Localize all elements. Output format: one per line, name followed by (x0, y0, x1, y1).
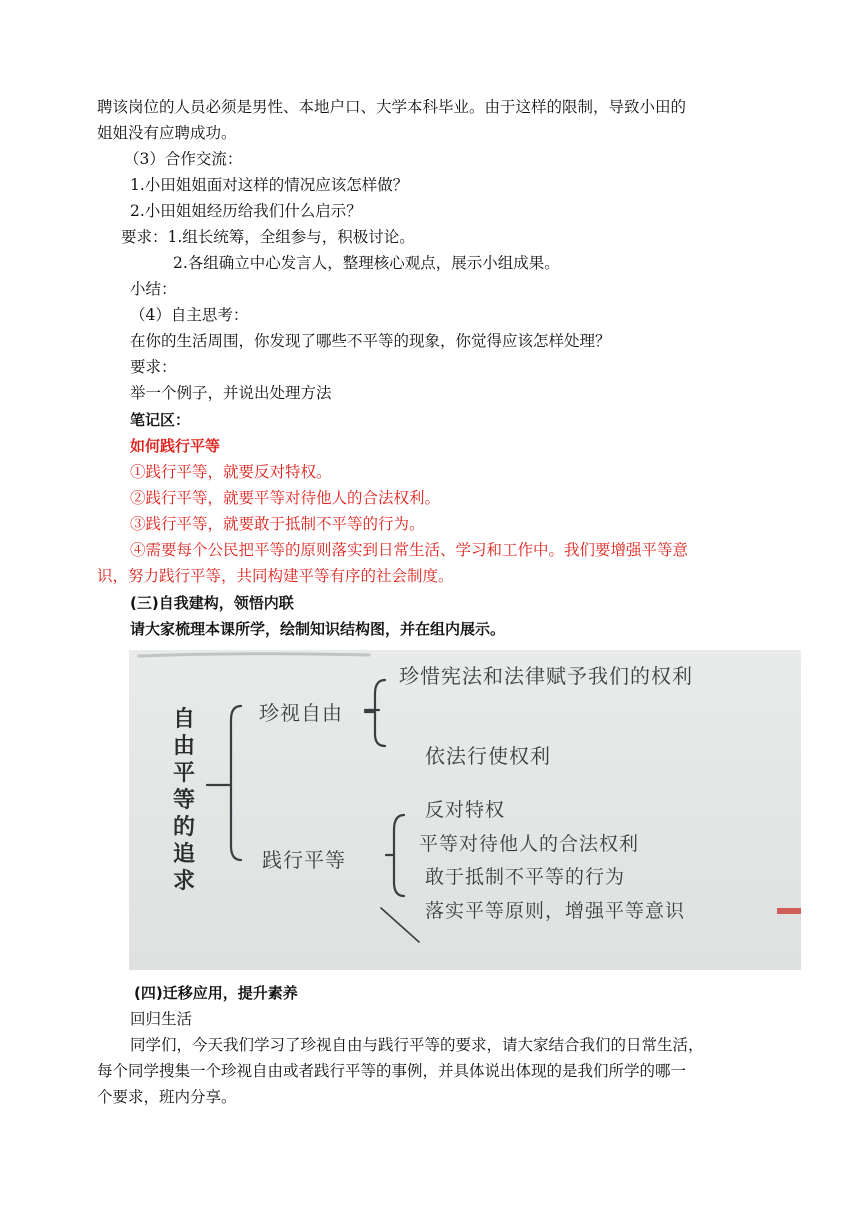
notes-item: ④需要每个公民把平等的原则落实到日常生活、学习和工作中。我们要增强平等意 (130, 541, 689, 559)
paragraph-line: 举一个例子，并说出处理方法 (130, 384, 332, 402)
diagram-leaf: 依法行使权利 (425, 744, 551, 768)
summary-label: 小结： (130, 280, 177, 298)
diagram-leaf: 珍惜宪法和法律赋予我们的权利 (399, 664, 693, 688)
diagram-leaf: 反对特权 (425, 799, 506, 821)
subsection-heading: （4）自主思考： (130, 306, 249, 324)
diagram-root: 自由平等的追求 (173, 707, 196, 894)
paragraph-line: 每个同学搜集一个珍视自由或者践行平等的事例，并具体说出体现的是我们所学的哪一 (97, 1062, 687, 1080)
discussion-question: 2.小田姐姐经历给我们什么启示？ (130, 202, 362, 220)
requirement-line: 要求：1.组长统筹，全组参与，积极讨论。 (121, 228, 415, 246)
diagram-leaf: 落实平等原则，增强平等意识 (425, 900, 686, 922)
diagram-branch-freedom: 珍视自由 (259, 701, 343, 725)
requirement-label: 要求： (130, 358, 177, 376)
diagram-leaf: 平等对待他人的合法权利 (419, 833, 640, 855)
section-heading: (三)自我建构，领悟内联 (130, 594, 294, 612)
notes-item: ③践行平等，就要敢于抵制不平等的行为。 (130, 515, 425, 533)
section-instruction: 请大家梳理本课所学，绘制知识结构图，并在组内展示。 (130, 620, 506, 638)
paragraph-line: 姐姐没有应聘成功。 (97, 124, 237, 142)
notes-item: ①践行平等，就要反对特权。 (130, 463, 332, 481)
discussion-question: 1.小田姐姐面对这样的情况应该怎样做？ (130, 176, 409, 194)
subsection-label: 回归生活 (130, 1010, 193, 1028)
requirement-line: 2.各组确立中心发言人，整理核心观点，展示小组成果。 (173, 254, 560, 272)
diagram-leaf: 敢于抵制不平等的行为 (425, 866, 626, 888)
diagram-branch-equality: 践行平等 (262, 848, 346, 872)
notes-item: 识，努力践行平等，共同构建平等有序的社会制度。 (97, 567, 454, 585)
section-heading: (四)迁移应用，提升素养 (134, 984, 298, 1002)
paragraph-line: 聘该岗位的人员必须是男性、本地户口、大学本科毕业。由于这样的限制，导致小田的 (97, 98, 687, 116)
paragraph-line: 同学们，今天我们学习了珍视自由与践行平等的要求，请大家结合我们的日常生活， (130, 1036, 704, 1054)
subsection-heading: （3）合作交流： (124, 150, 243, 168)
paragraph-line: 在你的生活周围，你发现了哪些不平等的现象，你觉得应该怎样处理？ (130, 332, 611, 350)
notes-title: 如何践行平等 (130, 437, 221, 455)
notes-item: ②践行平等，就要平等对待他人的合法权利。 (130, 489, 441, 507)
notes-label: 笔记区： (130, 411, 191, 429)
knowledge-structure-photo (129, 650, 801, 970)
paragraph-line: 个要求，班内分享。 (97, 1088, 237, 1106)
